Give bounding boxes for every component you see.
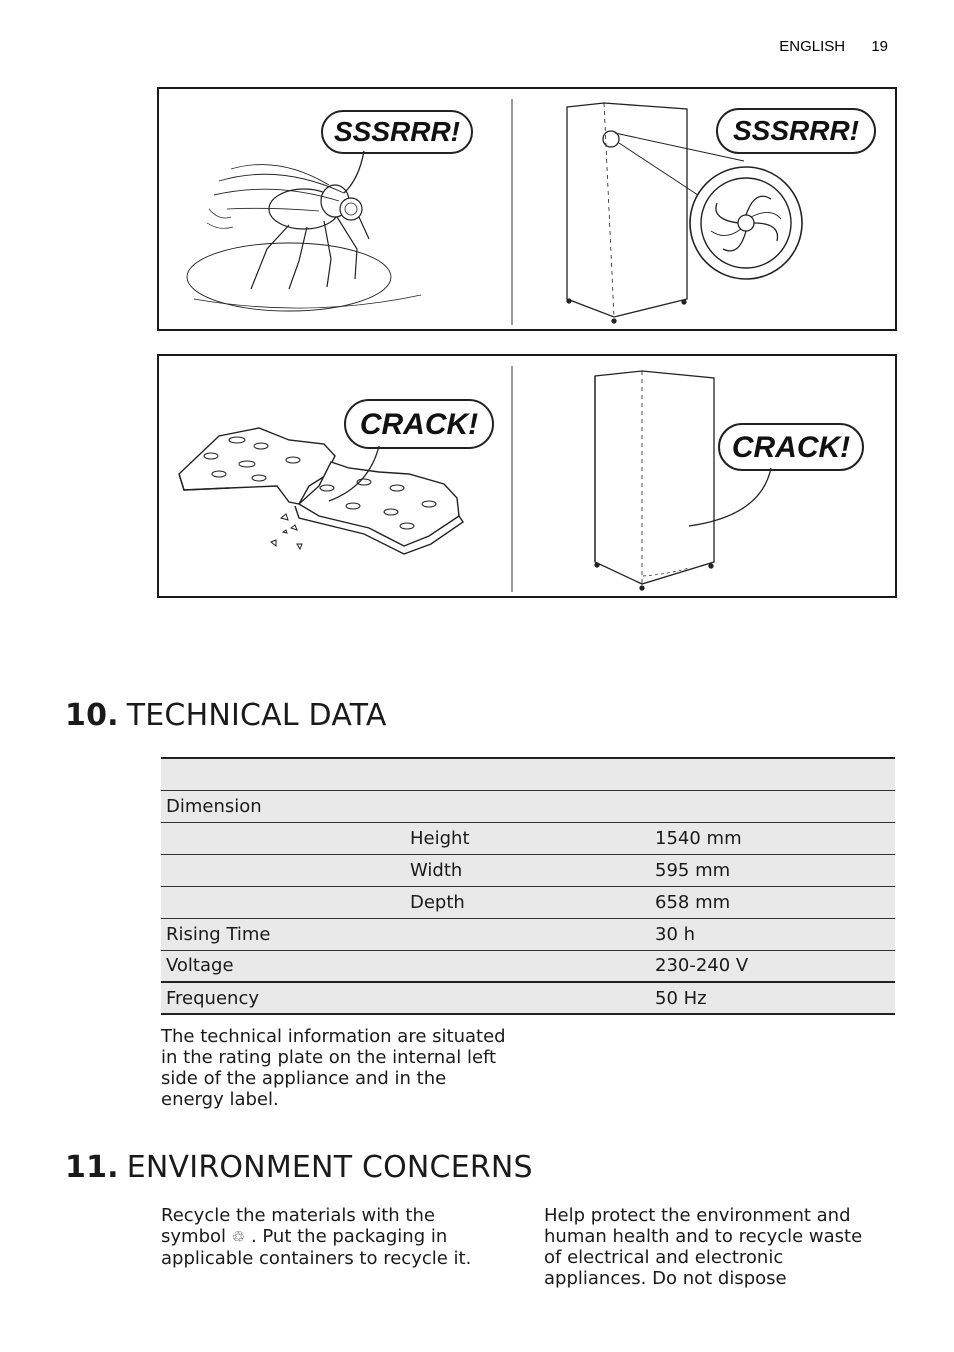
section-title-text: TECHNICAL DATA — [126, 698, 387, 733]
table-row — [161, 854, 895, 886]
table-cell: 30 h — [650, 918, 895, 950]
illustration-panel-noise-crack — [157, 354, 897, 598]
table-row — [161, 918, 895, 950]
recycle-text-after: . Put the packaging in applicable containers to recycle it. — [161, 1226, 472, 1269]
fridge-illustration — [595, 371, 714, 590]
table-cell: Dimension — [161, 790, 405, 822]
table-row — [161, 790, 895, 822]
table-cell: 230-240 V — [650, 950, 895, 982]
section-title-text: ENVIRONMENT CONCERNS — [126, 1150, 533, 1185]
technical-data-table — [161, 757, 895, 1015]
table-cell — [405, 790, 650, 822]
header-language: ENGLISH — [779, 38, 846, 55]
table-cell — [405, 950, 650, 982]
recycle-icon: ♲ — [231, 1228, 246, 1246]
environment-paragraph-2: Help protect the environment and human health and to recycle waste of electrical and electronic appliances. Do not dispose — [544, 1205, 863, 1289]
table-cell — [405, 758, 650, 790]
speech-bubble-left — [322, 111, 472, 193]
table-cell — [405, 918, 650, 950]
bubble-text-right: SSSRRR! — [732, 115, 860, 146]
table-row — [161, 982, 895, 1014]
table-cell: 595 mm — [650, 854, 895, 886]
table-cell — [650, 790, 895, 822]
table-row — [161, 886, 895, 918]
page-header — [779, 38, 888, 55]
table-cell — [161, 886, 405, 918]
table-cell: 50 Hz — [650, 982, 895, 1014]
table-cell — [650, 758, 895, 790]
sssrrr-illustration — [159, 89, 899, 333]
table-cell — [161, 822, 405, 854]
page-number: 19 — [871, 38, 888, 55]
bubble-text-crack-left: CRACK! — [359, 408, 479, 441]
table-cell: Height — [405, 822, 650, 854]
section-number: 11. — [65, 1150, 119, 1185]
crack-illustration — [159, 356, 899, 600]
bubble-text-crack-right: CRACK! — [731, 431, 851, 464]
table-cell: Frequency — [161, 982, 405, 1014]
recycle-text-before: Recycle the materials with the symbol — [161, 1205, 435, 1247]
environment-paragraph-1 — [161, 1205, 481, 1269]
speech-bubble-crack-right — [689, 424, 863, 526]
table-cell: Width — [405, 854, 650, 886]
fly-illustration — [187, 165, 421, 311]
table-header-row — [161, 758, 895, 790]
table-cell: Depth — [405, 886, 650, 918]
technical-data-note: The technical information are situated in the rating plate on the internal left side of the appliance and in the energy label. — [161, 1026, 506, 1110]
section-number: 10. — [65, 698, 119, 733]
table-cell: 1540 mm — [650, 822, 895, 854]
table-cell — [161, 854, 405, 886]
table-row — [161, 950, 895, 982]
illustration-panel-noise-sssrrr — [157, 87, 897, 331]
table-cell — [161, 758, 405, 790]
section-title-technical-data — [65, 698, 387, 733]
section-title-environment — [65, 1150, 533, 1185]
table-cell — [405, 982, 650, 1014]
table-row — [161, 822, 895, 854]
table-cell: 658 mm — [650, 886, 895, 918]
table-cell: Voltage — [161, 950, 405, 982]
table-cell: Rising Time — [161, 918, 405, 950]
speech-bubble-right — [717, 109, 875, 153]
bubble-text-left: SSSRRR! — [333, 116, 461, 147]
